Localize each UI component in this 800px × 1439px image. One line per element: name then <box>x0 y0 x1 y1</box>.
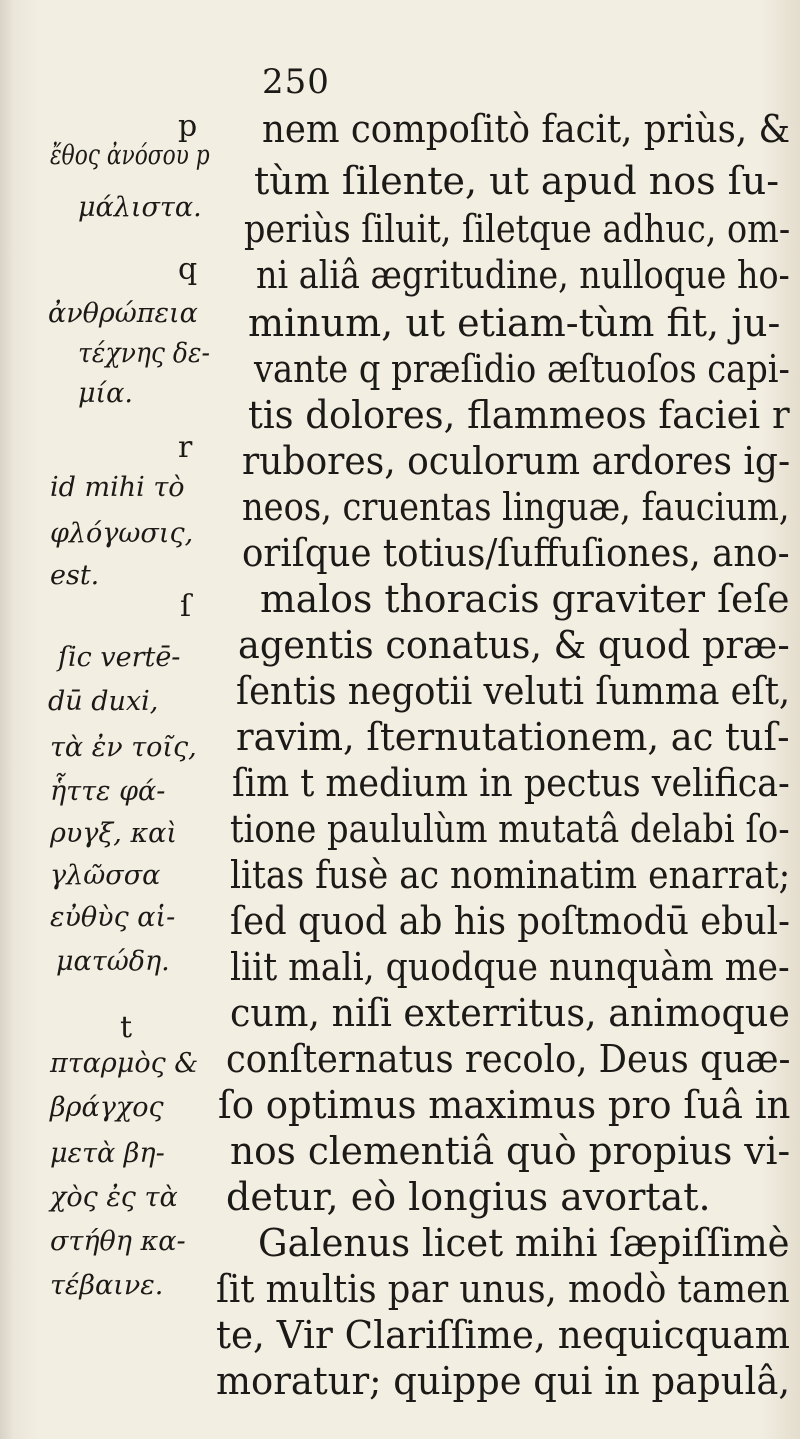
body-line: ſentis negotii veluti ſumma eſt, <box>236 669 791 713</box>
margin-note: μάλιστα. <box>78 192 202 223</box>
body-line: liit mali, quodque nunquàm me- <box>230 945 790 989</box>
margin-note: τέβαινε. <box>50 1270 164 1301</box>
body-line: nos clementiâ quò propius vi- <box>230 1129 791 1173</box>
body-line: tùm ſilente, ut apud nos ſu- <box>254 159 780 203</box>
sigil-s: ſ <box>180 589 192 624</box>
margin-note: id mihi τὸ <box>50 472 185 503</box>
margin-note: τὰ ἐν τοῖς, <box>50 732 197 763</box>
margin-note: ἧττε φά- <box>50 776 166 807</box>
margin-note: τέχνης δε- <box>78 338 210 369</box>
margin-note: στήθη κα- <box>50 1226 186 1257</box>
margin-note: μετὰ βη- <box>50 1138 165 1169</box>
body-line: neos, cruentas linguæ, faucium, <box>242 485 790 529</box>
body-line: periùs ſiluit, ſiletque adhuc, om- <box>244 207 791 251</box>
sigil-p: p <box>178 109 198 144</box>
body-line: detur, eò longius avortat. <box>226 1175 711 1219</box>
sigil-r: r <box>178 430 193 465</box>
margin-note: χὸς ἐς τὰ <box>50 1182 178 1213</box>
body-line: tis dolores, flammeos faciei r <box>248 393 790 437</box>
margin-note: ἔθος ἀνόσου p <box>50 140 210 171</box>
body-line: ſo optimus maximus pro ſuâ in <box>218 1083 791 1127</box>
margin-note: μία. <box>78 378 133 409</box>
margin-note: βράγχος <box>50 1092 164 1123</box>
body-line: te, Vir Clariſſime, nequicquam <box>216 1313 790 1357</box>
margin-note: ἀνθρώπεια <box>48 298 198 329</box>
page-number: 250 <box>262 62 330 102</box>
margin-note: φλόγωσις, <box>50 518 194 549</box>
margin-note: πταρμὸς & <box>50 1048 199 1079</box>
body-line: minum, ut etiam-tùm fit, ju- <box>248 301 781 345</box>
body-line: moratur; quippe qui in papulâ, <box>216 1359 791 1403</box>
margin-note: εὐθὺς αἱ- <box>50 902 176 933</box>
body-line: litas fusè ac nominatim enarrat; <box>230 853 791 897</box>
body-line: malos thoracis graviter ſeſe <box>260 577 790 621</box>
margin-note: ματώδη. <box>56 946 170 977</box>
body-line: ſim t medium in pectus velifica- <box>232 761 790 805</box>
margin-note: est. <box>50 560 100 591</box>
margin-note: ρυγξ, καὶ <box>50 818 177 849</box>
margin-note: dū duxi, <box>48 686 159 717</box>
body-line: nem compoſitò facit, priùs, & <box>262 107 791 151</box>
body-line: tione paululùm mutatâ delabi ſo- <box>230 807 790 851</box>
body-line: Galenus licet mihi ſæpiſſimè <box>258 1221 790 1265</box>
margin-note: γλῶσσα <box>50 860 161 891</box>
body-line: ſit multis par unus, modò tamen <box>216 1267 790 1311</box>
body-line: agentis conatus, & quod præ- <box>238 623 790 667</box>
body-line: ni aliâ ægritudine, nulloque ho- <box>256 253 790 297</box>
body-line: rubores, oculorum ardores ig- <box>242 439 791 483</box>
sigil-q: q <box>178 252 198 287</box>
body-line: vante q præſidio æſtuoſos capi- <box>254 347 790 391</box>
body-line: oriſque totius/ſuffuſiones, ano- <box>242 531 790 575</box>
sigil-t: t <box>120 1010 133 1045</box>
margin-note: ſic vertē- <box>58 642 181 673</box>
body-line: ſed quod ab his poſtmodū ebul- <box>230 899 790 943</box>
body-line: conſternatus recolo, Deus quæ- <box>226 1037 791 1081</box>
body-line: cum, niſi exterritus, animoque <box>230 991 790 1035</box>
body-line: ravim, ſternutationem, ac tuſ- <box>236 715 790 759</box>
